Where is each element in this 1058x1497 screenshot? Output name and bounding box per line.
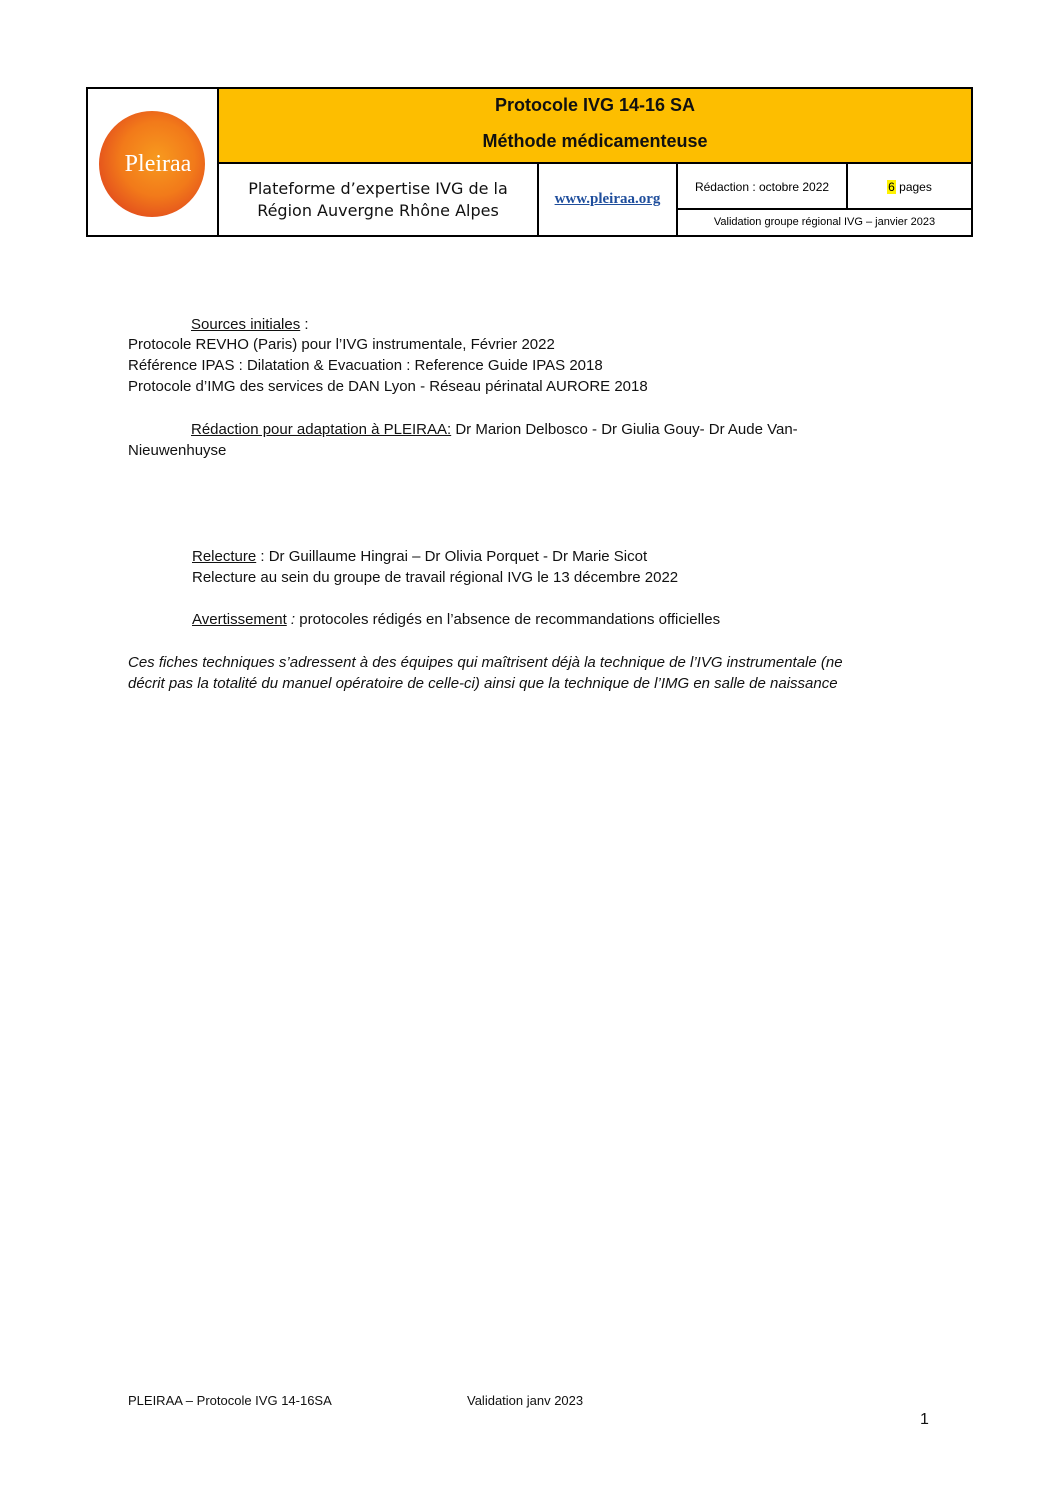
sources-heading <box>191 316 309 333</box>
logo-text: Pleiraa <box>124 151 192 177</box>
sources-label: Sources initiales <box>191 316 301 333</box>
source-item-3: Protocole d’IMG des services de DAN Lyon - Réseau périnatal AURORE 2018 <box>128 378 648 395</box>
page-number: 1 <box>920 1411 929 1428</box>
platform-line2: Région Auvergne Rhône Alpes <box>257 201 499 220</box>
document-subtitle: Méthode médicamenteuse <box>482 131 708 151</box>
relecture-label: Relecture <box>192 548 257 565</box>
relecture-line <box>192 548 647 565</box>
warning-text: protocoles rédigés en l’absence de recommandations officielles <box>295 611 721 628</box>
platform-line1: Plateforme d’expertise IVG de la <box>248 179 508 198</box>
document-header-table <box>86 87 973 237</box>
page-count <box>848 164 971 210</box>
sources-colon: : <box>300 316 309 333</box>
relecture-names: : Dr Guillaume Hingrai – Dr Olivia Porquet - Dr Marie Sicot <box>256 548 648 565</box>
document-title: Protocole IVG 14-16 SA <box>494 95 696 115</box>
warning-label: Avertissement <box>192 611 287 628</box>
note-line-2: décrit pas la totalité du manuel opératoire de celle-ci) ainsi que la technique de l’IMG en salle de naissance <box>128 675 838 692</box>
footer-center: Validation janv 2023 <box>467 1393 584 1408</box>
redaction-label: Rédaction pour adaptation à PLEIRAA: <box>191 421 452 438</box>
page-count-number: 6 <box>888 180 895 194</box>
note-line-1: Ces fiches techniques s’adressent à des équipes qui maîtrisent déjà la technique de l’IVG instrumentale (ne <box>128 654 843 671</box>
footer-left: PLEIRAA – Protocole IVG 14-16SA <box>128 1393 332 1408</box>
website-link[interactable]: www.pleiraa.org <box>554 191 661 207</box>
website-cell <box>539 164 678 235</box>
redaction-line <box>191 421 798 438</box>
warning-line <box>192 611 720 628</box>
redaction-date: Rédaction : octobre 2022 <box>678 164 848 210</box>
relecture-group: Relecture au sein du groupe de travail régional IVG le 13 décembre 2022 <box>192 569 679 586</box>
validation-date: Validation groupe régional IVG – janvier 2023 <box>713 216 936 228</box>
source-item-1: Protocole REVHO (Paris) pour l’IVG instrumentale, Février 2022 <box>128 336 555 353</box>
source-item-2: Référence IPAS : Dilatation & Evacuation : Reference Guide IPAS 2018 <box>128 357 603 374</box>
page-count-suffix: pages <box>895 180 932 194</box>
platform-cell <box>219 164 539 235</box>
title-cell <box>219 89 971 164</box>
logo-cell <box>88 89 219 235</box>
warning-colon: : <box>286 611 296 628</box>
redaction-authors-cont: Nieuwenhuyse <box>128 442 227 459</box>
redaction-authors: Dr Marion Delbosco - Dr Giulia Gouy- Dr Aude Van- <box>451 421 798 438</box>
